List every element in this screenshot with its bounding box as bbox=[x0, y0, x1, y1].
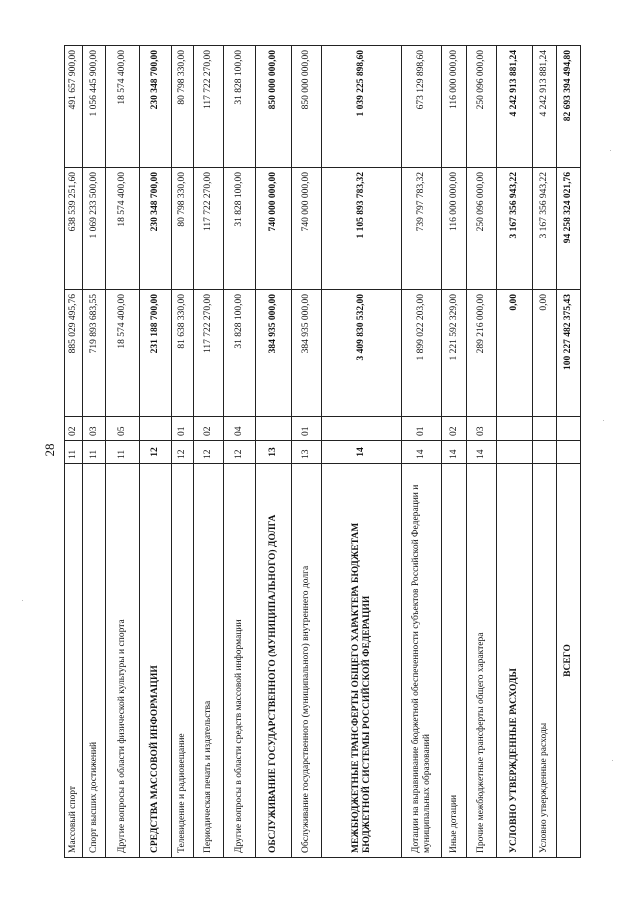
amount-year-2: 116 000 000,00 bbox=[442, 168, 467, 290]
amount-year-1: 100 227 482 375,43 bbox=[557, 290, 581, 417]
amount-year-3: 4 242 913 881,24 bbox=[497, 46, 533, 168]
amount-year-1: 117 722 270,00 bbox=[194, 290, 224, 417]
subsection-code: 04 bbox=[224, 417, 256, 441]
amount-year-2: 1 069 233 500,00 bbox=[83, 168, 106, 290]
amount-year-1: 719 893 683,55 bbox=[83, 290, 106, 417]
amount-year-1: 289 216 000,00 bbox=[467, 290, 497, 417]
table-row bbox=[322, 46, 402, 858]
amount-year-2: 638 539 251,60 bbox=[65, 168, 83, 290]
subsection-code: 01 bbox=[402, 417, 442, 441]
amount-year-2: 230 348 700,00 bbox=[140, 168, 172, 290]
amount-year-3: 850 000 000,00 bbox=[256, 46, 292, 168]
amount-year-1: 31 828 100,00 bbox=[224, 290, 256, 417]
table-row-total bbox=[557, 46, 581, 858]
table-row bbox=[497, 46, 533, 858]
amount-year-1: 1 899 022 203,00 bbox=[402, 290, 442, 417]
expenditure-name: Обслуживание государственного (муниципального) внутреннего долга bbox=[292, 464, 322, 858]
page-number: 28 bbox=[42, 443, 57, 457]
amount-year-2: 18 574 400,00 bbox=[106, 168, 140, 290]
amount-year-3: 850 000 000,00 bbox=[292, 46, 322, 168]
table-row bbox=[140, 46, 172, 858]
subsection-code bbox=[497, 417, 533, 441]
section-code: 13 bbox=[256, 441, 292, 464]
section-code: 12 bbox=[224, 441, 256, 464]
subsection-code: 05 bbox=[106, 417, 140, 441]
table-row bbox=[402, 46, 442, 858]
expenditure-name: ОБСЛУЖИВАНИЕ ГОСУДАРСТВЕННОГО (МУНИЦИПАЛЬНОГО) ДОЛГА bbox=[256, 464, 292, 858]
amount-year-2: 250 096 000,00 bbox=[467, 168, 497, 290]
table-row bbox=[292, 46, 322, 858]
section-code: 11 bbox=[83, 441, 106, 464]
budget-expenditure-table bbox=[64, 45, 581, 858]
expenditure-name: Дотации на выравнивание бюджетной обеспеченности субъектов Российской Федерации и муниципальных образований bbox=[402, 464, 442, 858]
amount-year-2: 3 167 356 943,22 bbox=[497, 168, 533, 290]
table-row bbox=[224, 46, 256, 858]
amount-year-2: 739 797 783,32 bbox=[402, 168, 442, 290]
amount-year-1: 0,00 bbox=[533, 290, 557, 417]
subsection-code: 01 bbox=[172, 417, 194, 441]
amount-year-3: 1 056 445 900,00 bbox=[83, 46, 106, 168]
expenditure-name: Телевидение и радиовещание bbox=[172, 464, 194, 858]
amount-year-3: 31 828 100,00 bbox=[224, 46, 256, 168]
expenditure-name: Другие вопросы в области средств массовой информации bbox=[224, 464, 256, 858]
section-code: 14 bbox=[322, 441, 402, 464]
amount-year-3: 18 574 400,00 bbox=[106, 46, 140, 168]
subsection-code: 02 bbox=[65, 417, 83, 441]
amount-year-3: 82 693 394 494,80 bbox=[557, 46, 581, 168]
amount-year-1: 384 935 000,00 bbox=[292, 290, 322, 417]
subsection-code bbox=[557, 417, 581, 441]
expenditure-name: МЕЖБЮДЖЕТНЫЕ ТРАНСФЕРТЫ ОБЩЕГО ХАРАКТЕРА БЮДЖЕТАМ БЮДЖЕТНОЙ СИСТЕМЫ РОССИЙСКОЙ ФЕДЕРАЦИИ bbox=[322, 464, 402, 858]
section-code: 14 bbox=[402, 441, 442, 464]
subsection-code bbox=[140, 417, 172, 441]
table-body bbox=[65, 46, 581, 858]
amount-year-1: 885 029 495,76 bbox=[65, 290, 83, 417]
section-code: 12 bbox=[172, 441, 194, 464]
amount-year-2: 80 798 330,00 bbox=[172, 168, 194, 290]
amount-year-2: 740 000 000,00 bbox=[256, 168, 292, 290]
table-row bbox=[256, 46, 292, 858]
amount-year-1: 3 409 830 532,00 bbox=[322, 290, 402, 417]
amount-year-2: 94 258 324 021,76 bbox=[557, 168, 581, 290]
amount-year-3: 491 657 900,00 bbox=[65, 46, 83, 168]
amount-year-2: 117 722 270,00 bbox=[194, 168, 224, 290]
expenditure-name: Периодическая печать и издательства bbox=[194, 464, 224, 858]
amount-year-1: 231 188 700,00 bbox=[140, 290, 172, 417]
table-row bbox=[172, 46, 194, 858]
subsection-code bbox=[256, 417, 292, 441]
table-row bbox=[442, 46, 467, 858]
amount-year-2: 740 000 000,00 bbox=[292, 168, 322, 290]
amount-year-3: 80 798 330,00 bbox=[172, 46, 194, 168]
expenditure-name: Массовый спорт bbox=[65, 464, 83, 858]
subsection-code bbox=[533, 417, 557, 441]
subsection-code: 03 bbox=[83, 417, 106, 441]
amount-year-1: 384 935 000,00 bbox=[256, 290, 292, 417]
section-code: 12 bbox=[194, 441, 224, 464]
amount-year-3: 4 242 913 881,24 bbox=[533, 46, 557, 168]
table-row bbox=[83, 46, 106, 858]
section-code: 11 bbox=[106, 441, 140, 464]
table-viewport bbox=[64, 46, 574, 858]
expenditure-name: УСЛОВНО УТВЕРЖДЕННЫЕ РАСХОДЫ bbox=[497, 464, 533, 858]
amount-year-2: 1 105 893 783,32 bbox=[322, 168, 402, 290]
expenditure-name: Другие вопросы в области физической культуры и спорта bbox=[106, 464, 140, 858]
section-code: 11 bbox=[65, 441, 83, 464]
amount-year-3: 1 039 225 898,60 bbox=[322, 46, 402, 168]
amount-year-1: 81 638 330,00 bbox=[172, 290, 194, 417]
section-code bbox=[497, 441, 533, 464]
section-code: 14 bbox=[467, 441, 497, 464]
amount-year-3: 230 348 700,00 bbox=[140, 46, 172, 168]
expenditure-name: ВСЕГО bbox=[557, 464, 581, 858]
table-row bbox=[467, 46, 497, 858]
expenditure-name: Иные дотации bbox=[442, 464, 467, 858]
section-code: 13 bbox=[292, 441, 322, 464]
subsection-code: 02 bbox=[194, 417, 224, 441]
amount-year-1: 1 221 592 329,00 bbox=[442, 290, 467, 417]
subsection-code: 02 bbox=[442, 417, 467, 441]
expenditure-name: Спорт высших достижений bbox=[83, 464, 106, 858]
table-row bbox=[65, 46, 83, 858]
section-code bbox=[533, 441, 557, 464]
amount-year-3: 116 000 000,00 bbox=[442, 46, 467, 168]
subsection-code: 03 bbox=[467, 417, 497, 441]
amount-year-3: 117 722 270,00 bbox=[194, 46, 224, 168]
expenditure-name: Прочие межбюджетные трансферты общего характера bbox=[467, 464, 497, 858]
amount-year-3: 673 129 898,60 bbox=[402, 46, 442, 168]
section-code: 12 bbox=[140, 441, 172, 464]
section-code: 14 bbox=[442, 441, 467, 464]
subsection-code bbox=[322, 417, 402, 441]
table-row bbox=[106, 46, 140, 858]
amount-year-1: 0,00 bbox=[497, 290, 533, 417]
table-row bbox=[533, 46, 557, 858]
expenditure-name: СРЕДСТВА МАССОВОЙ ИНФОРМАЦИИ bbox=[140, 464, 172, 858]
amount-year-1: 18 574 400,00 bbox=[106, 290, 140, 417]
expenditure-name: Условно утвержденные расходы bbox=[533, 464, 557, 858]
section-code bbox=[557, 441, 581, 464]
subsection-code: 01 bbox=[292, 417, 322, 441]
amount-year-2: 31 828 100,00 bbox=[224, 168, 256, 290]
amount-year-2: 3 167 356 943,22 bbox=[533, 168, 557, 290]
amount-year-3: 250 096 000,00 bbox=[467, 46, 497, 168]
table-row bbox=[194, 46, 224, 858]
